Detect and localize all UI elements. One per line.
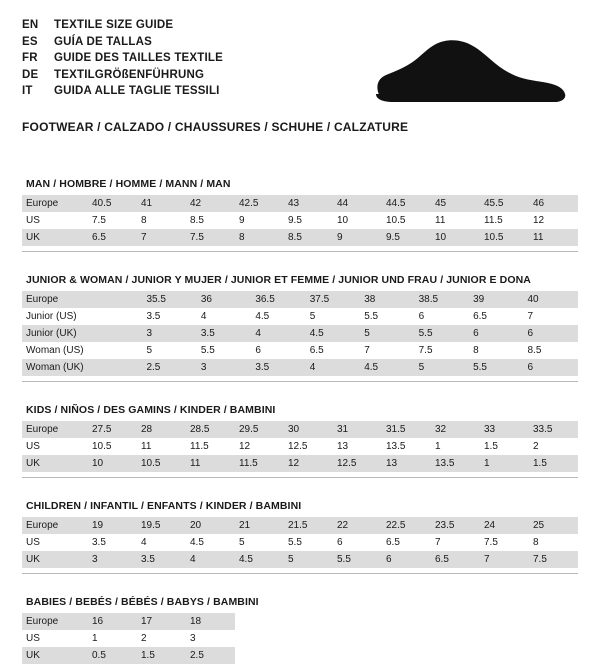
- table-row: [22, 195, 578, 212]
- size-table-kids: [22, 421, 578, 472]
- size-table-babies: [22, 613, 578, 664]
- cell: 9.5: [382, 229, 431, 246]
- cell: 3: [197, 359, 251, 376]
- cell-empty: [480, 647, 529, 664]
- section-man: [22, 178, 578, 252]
- cell: 10: [88, 455, 137, 472]
- size-table-junior-woman: [22, 291, 578, 376]
- cell: 5: [360, 325, 414, 342]
- dress-shoe-icon: [370, 34, 570, 110]
- cell: 5.5: [333, 551, 382, 568]
- cell: 4: [137, 534, 186, 551]
- cell: 11: [186, 455, 235, 472]
- row-label: Europe: [22, 195, 88, 212]
- row-label: US: [22, 630, 88, 647]
- cell: 10.5: [382, 212, 431, 229]
- cell-empty: [333, 630, 382, 647]
- cell: 5: [142, 342, 196, 359]
- cell: [88, 308, 142, 325]
- cell: 29.5: [235, 421, 284, 438]
- cell: 6: [251, 342, 305, 359]
- cell: 12.5: [333, 455, 382, 472]
- cell: 4.5: [306, 325, 360, 342]
- cell: 36.5: [251, 291, 305, 308]
- section-title: MAN / HOMBRE / HOMME / MANN / MAN: [26, 177, 231, 190]
- cell: 10.5: [480, 229, 529, 246]
- cell: 8.5: [524, 342, 579, 359]
- cell: 3.5: [137, 551, 186, 568]
- row-label: US: [22, 212, 88, 229]
- cell: 8: [137, 212, 186, 229]
- cell: 32: [431, 421, 480, 438]
- cell-empty: [431, 647, 480, 664]
- section-children: [22, 500, 578, 574]
- divider: [22, 251, 578, 252]
- cell: 12: [284, 455, 333, 472]
- row-label: UK: [22, 455, 88, 472]
- cell-empty: [382, 613, 431, 630]
- cell: 7: [480, 551, 529, 568]
- row-label: UK: [22, 647, 88, 664]
- cell: 13: [382, 455, 431, 472]
- cell: 1: [480, 455, 529, 472]
- cell: 44: [333, 195, 382, 212]
- table-row: [22, 438, 578, 455]
- cell: 6.5: [431, 551, 480, 568]
- cell: 6: [382, 551, 431, 568]
- cell: 28: [137, 421, 186, 438]
- cell-empty: [480, 630, 529, 647]
- section-title: KIDS / NIÑOS / DES GAMINS / KINDER / BAMBINI: [26, 403, 276, 416]
- row-label: Woman (UK): [22, 359, 88, 376]
- cell-empty: [529, 613, 578, 630]
- table-row: [22, 308, 578, 325]
- cell: 10: [431, 229, 480, 246]
- section-title: CHILDREN / INFANTIL / ENFANTS / KINDER / BAMBINI: [26, 499, 302, 512]
- language-title: TEXTILGRÖßENFÜHRUNG: [54, 68, 205, 81]
- language-title: GUIDE DES TAILLES TEXTILE: [54, 52, 223, 64]
- cell: 9: [333, 229, 382, 246]
- language-title-list: [22, 18, 223, 100]
- cell: 1.5: [529, 455, 578, 472]
- cell: 20: [186, 517, 235, 534]
- cell: 39: [469, 291, 523, 308]
- table-row: [22, 630, 578, 647]
- cell: 18: [186, 613, 235, 630]
- table-row: [22, 212, 578, 229]
- cell: 21.5: [284, 517, 333, 534]
- language-title: GUÍA DE TALLAS: [54, 35, 152, 48]
- cell: 7.5: [480, 534, 529, 551]
- cell: 33.5: [529, 421, 578, 438]
- cell: 28.5: [186, 421, 235, 438]
- cell-empty: [284, 647, 333, 664]
- language-code: IT: [22, 85, 33, 97]
- language-title: GUIDA ALLE TAGLIE TESSILI: [54, 85, 220, 97]
- table-row: [22, 647, 578, 664]
- table-row: [22, 359, 578, 376]
- row-label: Europe: [22, 613, 88, 630]
- language-code: DE: [22, 68, 39, 81]
- cell: 2.5: [186, 647, 235, 664]
- cell: 6: [524, 359, 579, 376]
- cell-empty: [235, 613, 284, 630]
- language-code: FR: [22, 52, 38, 64]
- cell: 7.5: [415, 342, 469, 359]
- cell-empty: [382, 647, 431, 664]
- cell: 3.5: [88, 534, 137, 551]
- cell: 4.5: [360, 359, 414, 376]
- table-row: [22, 291, 578, 308]
- row-label: Europe: [22, 421, 88, 438]
- cell: 27.5: [88, 421, 137, 438]
- cell: 31.5: [382, 421, 431, 438]
- cell: 8: [529, 534, 578, 551]
- cell: 11.5: [186, 438, 235, 455]
- cell: 5: [235, 534, 284, 551]
- cell: 31: [333, 421, 382, 438]
- cell: 22: [333, 517, 382, 534]
- cell: 3: [142, 325, 196, 342]
- divider: [22, 573, 578, 574]
- cell: [88, 325, 142, 342]
- cell: 4: [197, 308, 251, 325]
- cell: 8.5: [186, 212, 235, 229]
- cell: 1: [431, 438, 480, 455]
- cell: 2.5: [142, 359, 196, 376]
- cell: 12: [529, 212, 578, 229]
- cell: 8.5: [284, 229, 333, 246]
- cell: 13.5: [382, 438, 431, 455]
- cell: 6: [415, 308, 469, 325]
- cell: 10: [333, 212, 382, 229]
- cell: 2: [529, 438, 578, 455]
- cell: 45.5: [480, 195, 529, 212]
- cell: 11: [529, 229, 578, 246]
- cell: 4: [186, 551, 235, 568]
- section-junior-woman: [22, 274, 578, 382]
- cell-empty: [235, 647, 284, 664]
- cell: 10.5: [137, 455, 186, 472]
- cell: 12: [235, 438, 284, 455]
- cell: 9: [235, 212, 284, 229]
- cell: 7: [524, 308, 579, 325]
- cell-empty: [333, 647, 382, 664]
- cell-empty: [284, 630, 333, 647]
- footwear-category-line: FOOTWEAR / CALZADO / CHAUSSURES / SCHUHE / CALZATURE: [22, 119, 409, 134]
- cell: 5: [284, 551, 333, 568]
- row-label: Europe: [22, 517, 88, 534]
- language-title: TEXTILE SIZE GUIDE: [54, 19, 174, 31]
- table-row: [22, 517, 578, 534]
- cell: 10.5: [88, 438, 137, 455]
- cell: 7: [431, 534, 480, 551]
- table-row: [22, 551, 578, 568]
- size-table-man: [22, 195, 578, 246]
- cell: 40: [524, 291, 579, 308]
- cell-empty: [235, 630, 284, 647]
- cell: 12.5: [284, 438, 333, 455]
- row-label: Junior (UK): [22, 325, 88, 342]
- cell: 43: [284, 195, 333, 212]
- cell: 4: [306, 359, 360, 376]
- size-table-children: [22, 517, 578, 568]
- cell: 1.5: [137, 647, 186, 664]
- cell: 38: [360, 291, 414, 308]
- cell: 5.5: [284, 534, 333, 551]
- language-row: [22, 51, 223, 67]
- cell: 3.5: [251, 359, 305, 376]
- cell-empty: [431, 613, 480, 630]
- cell: [88, 291, 142, 308]
- cell: 5: [306, 308, 360, 325]
- cell: 3: [88, 551, 137, 568]
- row-label: UK: [22, 551, 88, 568]
- cell: 8: [235, 229, 284, 246]
- cell: 7: [360, 342, 414, 359]
- cell: 9.5: [284, 212, 333, 229]
- cell: 46: [529, 195, 578, 212]
- cell-empty: [431, 630, 480, 647]
- cell: 45: [431, 195, 480, 212]
- cell: 7: [137, 229, 186, 246]
- row-label: US: [22, 438, 88, 455]
- language-code: ES: [22, 35, 38, 48]
- cell-empty: [480, 613, 529, 630]
- section-title: BABIES / BEBÉS / BÉBÉS / BABYS / BAMBINI: [26, 595, 259, 608]
- cell: 3.5: [197, 325, 251, 342]
- table-row: [22, 613, 578, 630]
- cell: 5.5: [469, 359, 523, 376]
- cell-empty: [529, 647, 578, 664]
- cell: 16: [88, 613, 137, 630]
- cell: 6.5: [88, 229, 137, 246]
- cell: 41: [137, 195, 186, 212]
- cell: 11: [137, 438, 186, 455]
- cell: 37.5: [306, 291, 360, 308]
- cell: 1: [88, 630, 137, 647]
- cell: 0.5: [88, 647, 137, 664]
- cell: 7.5: [529, 551, 578, 568]
- cell: 6.5: [382, 534, 431, 551]
- cell: 6: [469, 325, 523, 342]
- section-babies: [22, 596, 578, 664]
- row-label: Woman (US): [22, 342, 88, 359]
- section-kids: [22, 404, 578, 478]
- cell: 6: [524, 325, 579, 342]
- table-row: [22, 455, 578, 472]
- cell: 5.5: [197, 342, 251, 359]
- row-label: Europe: [22, 291, 88, 308]
- cell: 11: [431, 212, 480, 229]
- table-row: [22, 325, 578, 342]
- cell: 19: [88, 517, 137, 534]
- language-code: EN: [22, 19, 39, 31]
- cell: 6.5: [469, 308, 523, 325]
- cell: [88, 342, 142, 359]
- cell: 30: [284, 421, 333, 438]
- cell: 40.5: [88, 195, 137, 212]
- cell: 35.5: [142, 291, 196, 308]
- cell: 11.5: [235, 455, 284, 472]
- cell: 3.5: [142, 308, 196, 325]
- language-row: [22, 84, 223, 100]
- cell: 17: [137, 613, 186, 630]
- cell: 22.5: [382, 517, 431, 534]
- cell: 11.5: [480, 212, 529, 229]
- table-row: [22, 421, 578, 438]
- cell: 33: [480, 421, 529, 438]
- cell: 1.5: [480, 438, 529, 455]
- section-title: JUNIOR & WOMAN / JUNIOR Y MUJER / JUNIOR ET FEMME / JUNIOR UND FRAU / JUNIOR E DONA: [26, 273, 531, 286]
- cell: 5.5: [360, 308, 414, 325]
- cell: 2: [137, 630, 186, 647]
- cell: 5.5: [415, 325, 469, 342]
- cell: 44.5: [382, 195, 431, 212]
- cell: 19.5: [137, 517, 186, 534]
- cell: 13.5: [431, 455, 480, 472]
- cell: 4.5: [251, 308, 305, 325]
- cell: 3: [186, 630, 235, 647]
- row-label: US: [22, 534, 88, 551]
- cell: 25: [529, 517, 578, 534]
- table-row: [22, 229, 578, 246]
- row-label: Junior (US): [22, 308, 88, 325]
- divider: [22, 381, 578, 382]
- page-header: [22, 18, 578, 100]
- language-row: [22, 68, 223, 84]
- cell: 4.5: [186, 534, 235, 551]
- cell: 4: [251, 325, 305, 342]
- table-row: [22, 534, 578, 551]
- cell: 36: [197, 291, 251, 308]
- row-label: UK: [22, 229, 88, 246]
- cell-empty: [333, 613, 382, 630]
- cell: 7.5: [186, 229, 235, 246]
- cell: 6: [333, 534, 382, 551]
- cell: 6.5: [306, 342, 360, 359]
- cell: 42.5: [235, 195, 284, 212]
- cell-empty: [382, 630, 431, 647]
- cell: 24: [480, 517, 529, 534]
- cell-empty: [284, 613, 333, 630]
- cell: 23.5: [431, 517, 480, 534]
- cell: 5: [415, 359, 469, 376]
- cell: 13: [333, 438, 382, 455]
- cell: 8: [469, 342, 523, 359]
- cell: 42: [186, 195, 235, 212]
- divider: [22, 477, 578, 478]
- cell: [88, 359, 142, 376]
- language-row: [22, 18, 223, 34]
- language-row: [22, 35, 223, 51]
- table-row: [22, 342, 578, 359]
- cell: 7.5: [88, 212, 137, 229]
- cell: 4.5: [235, 551, 284, 568]
- cell: 38.5: [415, 291, 469, 308]
- cell-empty: [529, 630, 578, 647]
- cell: 21: [235, 517, 284, 534]
